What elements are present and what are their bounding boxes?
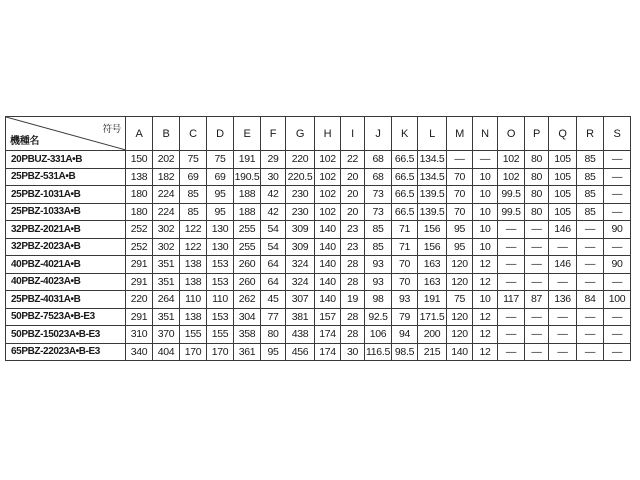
value-cell: 28 [341,256,365,274]
value-cell: 130 [207,221,234,239]
value-cell: 139.5 [418,203,447,221]
value-cell: 85 [577,168,604,186]
column-header-j: J [365,117,392,151]
value-cell: 120 [447,326,473,344]
value-cell: 28 [341,273,365,291]
table-row [6,291,631,309]
column-header-i: I [341,117,365,151]
value-cell: 122 [180,221,207,239]
value-cell: 171.5 [418,308,447,326]
symbol-label: 符号 [102,124,121,135]
value-cell: 140 [315,221,341,239]
value-cell: 12 [473,273,498,291]
value-cell: 224 [153,186,180,204]
value-cell: 42 [261,203,286,221]
value-cell: 120 [447,256,473,274]
value-cell: 182 [153,168,180,186]
value-cell: 69 [207,168,234,186]
value-cell: 150 [126,151,153,169]
value-cell: 170 [207,343,234,361]
value-cell: 98.5 [392,343,418,361]
value-cell: 404 [153,343,180,361]
value-cell: 252 [126,221,153,239]
value-cell: 87 [525,291,549,309]
value-cell: 105 [549,168,577,186]
value-cell: 174 [315,343,341,361]
value-cell: — [447,151,473,169]
column-header-e: E [234,117,261,151]
value-cell: 102 [315,168,341,186]
value-cell: 351 [153,308,180,326]
value-cell: — [498,308,525,326]
column-header-g: G [286,117,315,151]
model-name-cell: 65PBZ-22023A•B-E3 [6,343,126,361]
column-header-f: F [261,117,286,151]
value-cell: 70 [447,203,473,221]
table-row [6,221,631,239]
value-cell: 304 [234,308,261,326]
value-cell: 190.5 [234,168,261,186]
model-name-cell: 50PBZ-15023A•B-E3 [6,326,126,344]
value-cell: 23 [341,221,365,239]
value-cell: 180 [126,186,153,204]
value-cell: 66.5 [392,203,418,221]
value-cell: — [549,343,577,361]
column-header-m: M [447,117,473,151]
value-cell: 191 [418,291,447,309]
value-cell: 456 [286,343,315,361]
value-cell: 90 [604,256,631,274]
value-cell: — [577,326,604,344]
value-cell: 351 [153,256,180,274]
value-cell: 95 [447,238,473,256]
value-cell: 30 [341,343,365,361]
value-cell: — [525,326,549,344]
value-cell: 262 [234,291,261,309]
table-row [6,203,631,221]
value-cell: — [604,273,631,291]
value-cell: 93 [392,291,418,309]
value-cell: — [604,238,631,256]
value-cell: 102 [315,151,341,169]
value-cell: 95 [261,343,286,361]
value-cell: — [549,238,577,256]
value-cell: 230 [286,186,315,204]
value-cell: 10 [473,168,498,186]
value-cell: — [498,256,525,274]
value-cell: 220 [126,291,153,309]
column-header-q: Q [549,117,577,151]
value-cell: 20 [341,203,365,221]
value-cell: 85 [365,221,392,239]
value-cell: 252 [126,238,153,256]
value-cell: 188 [234,186,261,204]
value-cell: 95 [207,186,234,204]
column-header-c: C [180,117,207,151]
value-cell: 12 [473,326,498,344]
model-name-cell: 40PBZ-4021A•B [6,256,126,274]
value-cell: 310 [126,326,153,344]
value-cell: 85 [577,203,604,221]
value-cell: — [498,273,525,291]
value-cell: 260 [234,256,261,274]
value-cell: 215 [418,343,447,361]
value-cell: 84 [577,291,604,309]
value-cell: 156 [418,238,447,256]
model-name-cell: 40PBZ-4023A•B [6,273,126,291]
value-cell: — [577,238,604,256]
value-cell: 180 [126,203,153,221]
value-cell: 291 [126,308,153,326]
value-cell: 28 [341,326,365,344]
value-cell: 93 [365,273,392,291]
value-cell: 140 [447,343,473,361]
value-cell: — [525,256,549,274]
value-cell: 155 [180,326,207,344]
value-cell: — [604,168,631,186]
value-cell: — [604,326,631,344]
value-cell: 75 [207,151,234,169]
value-cell: 105 [549,151,577,169]
value-cell: 70 [392,256,418,274]
value-cell: 220.5 [286,168,315,186]
value-cell: 324 [286,256,315,274]
value-cell: 302 [153,221,180,239]
value-cell: 10 [473,221,498,239]
value-cell: 358 [234,326,261,344]
value-cell: 54 [261,238,286,256]
value-cell: 188 [234,203,261,221]
value-cell: 12 [473,308,498,326]
value-cell: 80 [525,203,549,221]
value-cell: 156 [418,221,447,239]
value-cell: 99.5 [498,186,525,204]
value-cell: 163 [418,273,447,291]
value-cell: — [525,308,549,326]
value-cell: 140 [315,273,341,291]
model-name-cell: 32PBZ-2021A•B [6,221,126,239]
value-cell: — [498,343,525,361]
table-row [6,151,631,169]
value-cell: 95 [447,221,473,239]
value-cell: 64 [261,256,286,274]
value-cell: 106 [365,326,392,344]
model-name-cell: 50PBZ-7523A•B-E3 [6,308,126,326]
value-cell: 146 [549,256,577,274]
value-cell: 28 [341,308,365,326]
value-cell: 66.5 [392,151,418,169]
table-row [6,168,631,186]
value-cell: 139.5 [418,186,447,204]
value-cell: — [498,221,525,239]
value-cell: 12 [473,256,498,274]
value-cell: 191 [234,151,261,169]
value-cell: 105 [549,186,577,204]
value-cell: — [525,273,549,291]
value-cell: 29 [261,151,286,169]
value-cell: 120 [447,308,473,326]
value-cell: 80 [525,186,549,204]
model-name-cell: 25PBZ-531A•B [6,168,126,186]
value-cell: 138 [180,256,207,274]
value-cell: 10 [473,203,498,221]
value-cell: 438 [286,326,315,344]
value-cell: 64 [261,273,286,291]
value-cell: 140 [315,238,341,256]
value-cell: 120 [447,273,473,291]
value-cell: 75 [447,291,473,309]
value-cell: — [577,308,604,326]
value-cell: 19 [341,291,365,309]
value-cell: 12 [473,343,498,361]
value-cell: 140 [315,256,341,274]
model-name-cell: 25PBZ-4031A•B [6,291,126,309]
column-header-l: L [418,117,447,151]
model-name-cell: 32PBZ-2023A•B [6,238,126,256]
value-cell: 136 [549,291,577,309]
value-cell: — [604,343,631,361]
column-header-s: S [604,117,631,151]
value-cell: 202 [153,151,180,169]
table-row [6,308,631,326]
value-cell: 100 [604,291,631,309]
value-cell: 163 [418,256,447,274]
value-cell: 324 [286,273,315,291]
value-cell: 370 [153,326,180,344]
value-cell: 138 [126,168,153,186]
value-cell: 68 [365,168,392,186]
value-cell: 255 [234,221,261,239]
value-cell: 20 [341,168,365,186]
model-name-label: 機種名 [10,136,40,147]
value-cell: 291 [126,256,153,274]
value-cell: 102 [498,168,525,186]
table-body [6,151,631,361]
table-row [6,343,631,361]
value-cell: — [577,256,604,274]
value-cell: — [525,221,549,239]
value-cell: 73 [365,186,392,204]
value-cell: 66.5 [392,168,418,186]
value-cell: 110 [180,291,207,309]
value-cell: 291 [126,273,153,291]
column-header-d: D [207,117,234,151]
corner-header-cell [6,117,126,151]
value-cell: — [577,343,604,361]
value-cell: 75 [180,151,207,169]
value-cell: 134.5 [418,168,447,186]
value-cell: 102 [498,151,525,169]
table-row [6,238,631,256]
value-cell: 99.5 [498,203,525,221]
value-cell: 85 [577,151,604,169]
value-cell: — [604,151,631,169]
value-cell: 102 [315,203,341,221]
value-cell: 73 [365,203,392,221]
value-cell: 117 [498,291,525,309]
value-cell: 69 [180,168,207,186]
value-cell: 309 [286,238,315,256]
value-cell: 22 [341,151,365,169]
value-cell: 85 [180,186,207,204]
value-cell: 10 [473,291,498,309]
value-cell: 309 [286,221,315,239]
value-cell: 105 [549,203,577,221]
column-header-n: N [473,117,498,151]
model-name-cell: 25PBZ-1033A•B [6,203,126,221]
table-row [6,186,631,204]
value-cell: 361 [234,343,261,361]
value-cell: — [604,308,631,326]
value-cell: 170 [180,343,207,361]
value-cell: 155 [207,326,234,344]
value-cell: — [473,151,498,169]
value-cell: 200 [418,326,447,344]
value-cell: 77 [261,308,286,326]
value-cell: — [549,326,577,344]
value-cell: 70 [392,273,418,291]
value-cell: 20 [341,186,365,204]
value-cell: 174 [315,326,341,344]
value-cell: 68 [365,151,392,169]
value-cell: 157 [315,308,341,326]
model-name-cell: 25PBZ-1031A•B [6,186,126,204]
value-cell: 85 [180,203,207,221]
value-cell: 102 [315,186,341,204]
value-cell: 340 [126,343,153,361]
value-cell: 80 [525,151,549,169]
column-header-r: R [577,117,604,151]
value-cell: 255 [234,238,261,256]
value-cell: 85 [365,238,392,256]
value-cell: — [604,186,631,204]
value-cell: 138 [180,308,207,326]
value-cell: 42 [261,186,286,204]
value-cell: 134.5 [418,151,447,169]
value-cell: 93 [365,256,392,274]
value-cell: 302 [153,238,180,256]
value-cell: 92.5 [365,308,392,326]
value-cell: 71 [392,221,418,239]
value-cell: 224 [153,203,180,221]
value-cell: 95 [207,203,234,221]
value-cell: 23 [341,238,365,256]
value-cell: — [498,326,525,344]
value-cell: 80 [525,168,549,186]
dimension-table [5,116,631,361]
model-name-cell: 20PBUZ-331A•B [6,151,126,169]
value-cell: 138 [180,273,207,291]
value-cell: 116.5 [365,343,392,361]
value-cell: — [525,238,549,256]
table-row [6,256,631,274]
value-cell: 98 [365,291,392,309]
value-cell: 381 [286,308,315,326]
value-cell: — [577,221,604,239]
value-cell: 146 [549,221,577,239]
table-row [6,326,631,344]
value-cell: 307 [286,291,315,309]
value-cell: 70 [447,168,473,186]
value-cell: 10 [473,186,498,204]
value-cell: 153 [207,256,234,274]
column-header-o: O [498,117,525,151]
value-cell: 30 [261,168,286,186]
value-cell: — [498,238,525,256]
value-cell: 80 [261,326,286,344]
value-cell: — [549,308,577,326]
value-cell: — [549,273,577,291]
value-cell: 10 [473,238,498,256]
value-cell: 79 [392,308,418,326]
value-cell: 90 [604,221,631,239]
value-cell: 94 [392,326,418,344]
value-cell: 230 [286,203,315,221]
value-cell: 66.5 [392,186,418,204]
value-cell: 260 [234,273,261,291]
value-cell: 140 [315,291,341,309]
value-cell: 153 [207,273,234,291]
value-cell: 264 [153,291,180,309]
column-header-a: A [126,117,153,151]
value-cell: 71 [392,238,418,256]
value-cell: 351 [153,273,180,291]
header-row [6,117,631,151]
column-header-p: P [525,117,549,151]
value-cell: 110 [207,291,234,309]
column-header-h: H [315,117,341,151]
value-cell: 130 [207,238,234,256]
value-cell: 153 [207,308,234,326]
value-cell: 220 [286,151,315,169]
value-cell: — [577,273,604,291]
column-header-k: K [392,117,418,151]
value-cell: 85 [577,186,604,204]
value-cell: 54 [261,221,286,239]
value-cell: 122 [180,238,207,256]
value-cell: 70 [447,186,473,204]
value-cell: 45 [261,291,286,309]
column-header-b: B [153,117,180,151]
value-cell: — [604,203,631,221]
value-cell: — [525,343,549,361]
table-row [6,273,631,291]
